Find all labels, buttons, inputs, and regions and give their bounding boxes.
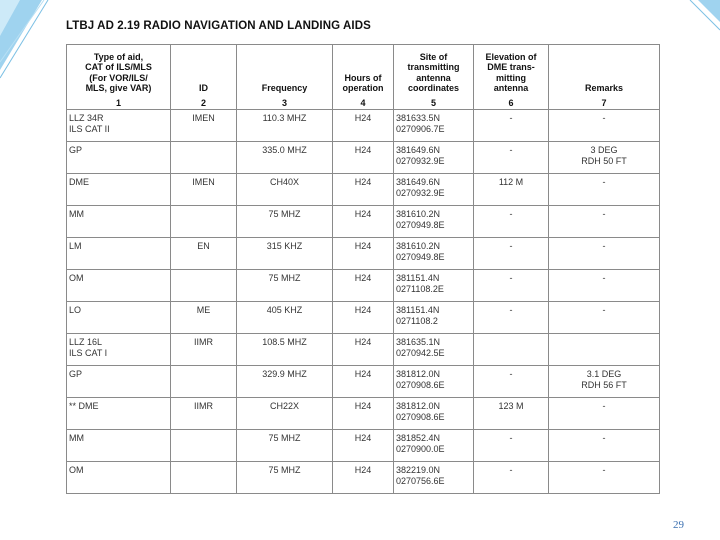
cell-frequency: 108.5 MHZ [237,334,333,366]
cell-type [67,430,171,462]
cell-remarks [549,302,660,334]
cell-line: 0270908.6E [396,412,445,422]
cell-line: - [602,305,606,315]
column-header [67,45,171,110]
cell-frequency: 75 MHZ [237,270,333,302]
cell-elevation [474,334,549,366]
cell-hours: H24 [333,462,394,494]
cell-coordinates [394,430,474,462]
cell-frequency: 315 KHZ [237,238,333,270]
cell-remarks [549,110,660,142]
cell-line: antenna [416,72,451,83]
cell-type [67,366,171,398]
cell-hours: H24 [333,110,394,142]
cell-elevation: - [474,110,549,142]
cell-line: GP [69,145,83,155]
cell-line: 0270756.6E [396,476,445,486]
column-header [237,45,333,110]
cell-id: EN [171,238,237,270]
table-row [67,270,660,302]
cell-coordinates [394,366,474,398]
cell-line: 381852.4N [396,433,441,443]
cell-line: 381633.5N [396,113,441,123]
cell-line: 381151.4N [396,305,440,315]
cell-elevation: - [474,142,549,174]
cell-line: 0270932.9E [396,156,445,166]
cell-type [67,238,171,270]
cell-line: Remarks [584,83,624,93]
cell-frequency: 75 MHZ [237,462,333,494]
cell-line: 0270942.5E [396,348,445,358]
cell-line: 381151.4N [396,273,440,283]
cell-line: (For VOR/ILS/ [89,72,148,83]
cell-coordinates [394,238,474,270]
page-number: 29 [673,519,684,531]
cell-line: 0270949.8E [396,220,445,230]
column-number: 6 [508,97,514,108]
cell-id [171,462,237,494]
cell-coordinates [394,174,474,206]
cell-frequency: 335.0 MHZ [237,142,333,174]
cell-line: MM [69,433,84,443]
column-header [549,45,660,110]
cell-hours: H24 [333,398,394,430]
cell-type [67,174,171,206]
table-row [67,174,660,206]
cell-line: Elevation of [485,51,537,62]
column-header-label [85,52,152,94]
cell-line: DME [69,177,89,187]
cell-hours: H24 [333,142,394,174]
cell-line: RDH 56 FT [581,380,627,390]
cell-type [67,398,171,430]
cell-line: ILS CAT II [69,124,110,134]
cell-line: 3 DEG [590,145,618,155]
cell-line: 381635.1N [396,337,441,347]
cell-frequency: 329.9 MHZ [237,366,333,398]
cell-id: IMEN [171,174,237,206]
cell-line: ID [199,83,208,93]
cell-line: 381812.0N [396,401,441,411]
cell-line: LM [69,241,82,251]
cell-id: IIMR [171,334,237,366]
cell-id: ME [171,302,237,334]
table-row [67,110,660,142]
cell-line: 381610.2N [396,241,441,251]
cell-line: 0270949.8E [396,252,445,262]
cell-line: LLZ 34R [69,113,104,123]
cell-line: 0270906.7E [396,124,445,134]
cell-remarks [549,238,660,270]
table-row [67,462,660,494]
cell-line: transmitting [407,62,460,72]
column-number: 1 [115,97,121,108]
table-row [67,238,660,270]
table-body [67,110,660,494]
cell-remarks [549,462,660,494]
cell-line: - [602,401,606,411]
cell-elevation: 123 M [474,398,549,430]
column-header-label [262,83,308,94]
cell-hours: H24 [333,206,394,238]
cell-id [171,430,237,462]
cell-line: - [602,177,606,187]
cell-id [171,270,237,302]
cell-line: 0270908.6E [396,380,445,390]
column-header [171,45,237,110]
cell-line: Type of aid, [93,51,144,62]
cell-frequency: 75 MHZ [237,206,333,238]
cell-line: - [602,241,606,251]
cell-line: DME trans- [487,62,535,72]
cell-hours: H24 [333,174,394,206]
cell-remarks [549,366,660,398]
column-number: 2 [200,97,206,108]
cell-line: ILS CAT I [69,348,108,358]
cell-line: antenna [493,83,529,93]
cell-line: RDH 50 FT [581,156,627,166]
cell-id: IIMR [171,398,237,430]
table-row [67,206,660,238]
cell-elevation: 112 M [474,174,549,206]
cell-line: mitting [495,72,526,83]
cell-line: Frequency [261,83,308,93]
cell-remarks [549,174,660,206]
table-row [67,334,660,366]
column-header [394,45,474,110]
cell-type [67,142,171,174]
cell-line: - [602,273,606,283]
cell-line: LO [69,305,82,315]
cell-elevation: - [474,270,549,302]
cell-hours: H24 [333,366,394,398]
column-header-label [407,52,459,94]
cell-type [67,334,171,366]
cell-line: OM [69,273,84,283]
cell-coordinates [394,334,474,366]
cell-coordinates [394,398,474,430]
cell-id [171,142,237,174]
cell-line: 3.1 DEG [586,369,622,379]
cell-line: - [602,113,606,123]
cell-line: 381649.6N [396,177,441,187]
cell-line: Hours of [344,72,382,83]
cell-line: MLS, give VAR) [85,83,152,93]
cell-line: GP [69,369,83,379]
column-number: 7 [601,97,607,108]
column-header [333,45,394,110]
cell-elevation: - [474,462,549,494]
cell-coordinates [394,206,474,238]
cell-hours: H24 [333,430,394,462]
cell-elevation: - [474,430,549,462]
cell-hours: H24 [333,334,394,366]
cell-line: 0271108.2 [396,316,438,326]
cell-line: 381610.2N [396,209,441,219]
cell-type [67,462,171,494]
cell-line: ** DME [69,401,99,411]
cell-remarks [549,398,660,430]
cell-line: LLZ 16L [69,337,103,347]
cell-coordinates [394,270,474,302]
corner-decoration-right [680,0,720,40]
cell-frequency: CH40X [237,174,333,206]
cell-line: - [602,433,606,443]
cell-line: 381649.6N [396,145,441,155]
cell-elevation: - [474,206,549,238]
cell-coordinates [394,142,474,174]
cell-type [67,270,171,302]
corner-decoration-left [0,0,60,80]
column-header-label [585,83,623,94]
cell-frequency: 405 KHZ [237,302,333,334]
cell-frequency: CH22X [237,398,333,430]
cell-line: coordinates [407,83,459,93]
table-row [67,142,660,174]
cell-frequency: 110.3 MHZ [237,110,333,142]
table-header [67,45,660,110]
cell-hours: H24 [333,270,394,302]
page-title: LTBJ AD 2.19 RADIO NAVIGATION AND LANDING AIDS [66,20,371,32]
cell-remarks [549,142,660,174]
cell-type [67,110,171,142]
cell-type [67,302,171,334]
cell-coordinates [394,462,474,494]
cell-id [171,366,237,398]
column-number: 4 [360,97,366,108]
cell-elevation: - [474,302,549,334]
column-header [474,45,549,110]
column-number: 3 [281,97,287,108]
column-header-label [342,73,383,94]
cell-line: MM [69,209,84,219]
column-header-label [485,52,536,94]
cell-line: 382219.0N [396,465,441,475]
cell-line: CAT of ILS/MLS [85,62,152,72]
cell-remarks [549,430,660,462]
column-number: 5 [430,97,436,108]
column-header-label [199,83,208,94]
cell-elevation: - [474,238,549,270]
cell-line: operation [342,83,384,93]
cell-line: 0271108.2E [396,284,444,294]
cell-line: 381812.0N [396,369,441,379]
cell-elevation: - [474,366,549,398]
cell-type [67,206,171,238]
nav-aids-table [66,44,660,494]
cell-hours: H24 [333,238,394,270]
cell-line: Site of [419,51,448,62]
table-row [67,366,660,398]
cell-hours: H24 [333,302,394,334]
cell-id: IMEN [171,110,237,142]
cell-frequency: 75 MHZ [237,430,333,462]
cell-remarks [549,270,660,302]
cell-remarks [549,206,660,238]
table-row [67,430,660,462]
cell-coordinates [394,302,474,334]
cell-line: 0270900.0E [396,444,445,454]
cell-line: OM [69,465,84,475]
cell-line: 0270932.9E [396,188,445,198]
table-row [67,398,660,430]
cell-coordinates [394,110,474,142]
cell-remarks [549,334,660,366]
cell-id [171,206,237,238]
table-row [67,302,660,334]
cell-line: - [602,465,606,475]
cell-line: - [602,209,606,219]
